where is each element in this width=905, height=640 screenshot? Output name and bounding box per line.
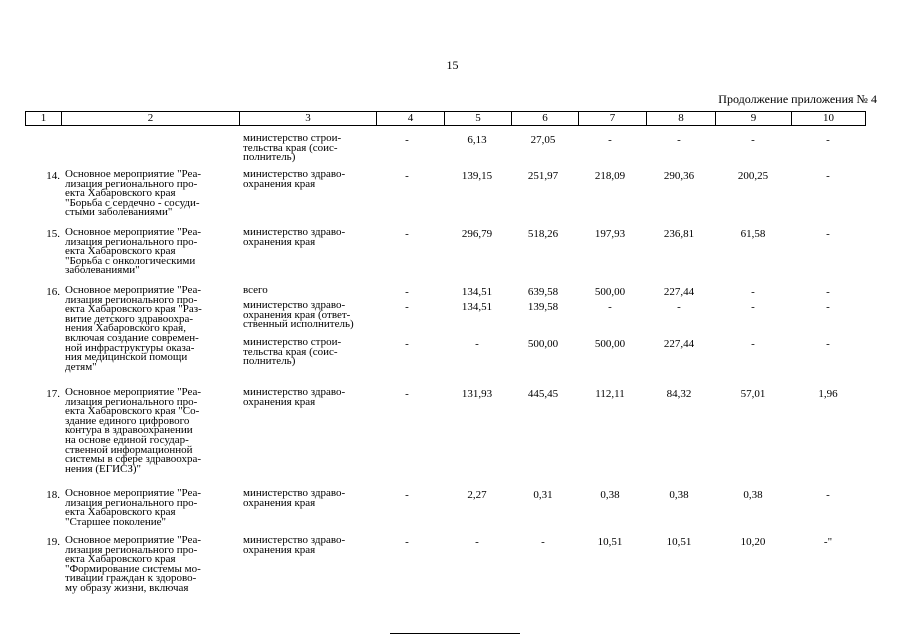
footer-divider xyxy=(390,633,520,634)
value-cell: - xyxy=(751,134,755,146)
activity-name: Основное мероприятие "Реа- лизация регионального про- екта Хабаровского края "Раз- витие детского здравоохра- нения Хабаровского края, включая создание современ- ной инфраструктуры оказа- ния медицинской помощи детям" xyxy=(65,284,202,373)
value-cell: 218,09 xyxy=(594,170,626,182)
value-cell: 27,05 xyxy=(530,134,556,146)
value-cell: 518,26 xyxy=(527,228,559,240)
value-cell: - xyxy=(405,489,409,501)
value-cell: - xyxy=(405,228,409,240)
value-cell: - xyxy=(826,489,830,501)
value-cell: - xyxy=(541,536,545,548)
header-col-2: 2 xyxy=(62,112,240,125)
value-cell: - xyxy=(475,338,479,350)
value-cell: 0,38 xyxy=(669,489,689,501)
value-cell: - xyxy=(826,338,830,350)
activity-name: Основное мероприятие "Реа- лизация регионального про- екта Хабаровского края "Борьба с онкологическими заболеваниями" xyxy=(65,226,202,277)
value-cell: - xyxy=(826,301,830,313)
value-cell: -" xyxy=(823,536,833,548)
value-cell: - xyxy=(826,134,830,146)
value-cell: 200,25 xyxy=(737,170,769,182)
header-col-4: 4 xyxy=(377,112,445,125)
value-cell: 84,32 xyxy=(666,388,692,400)
value-cell: 500,00 xyxy=(594,338,626,350)
value-cell: 197,93 xyxy=(594,228,626,240)
value-cell: - xyxy=(405,170,409,182)
value-cell: 445,45 xyxy=(527,388,559,400)
value-cell: - xyxy=(677,301,681,313)
value-cell: 227,44 xyxy=(663,286,695,298)
value-cell: - xyxy=(751,338,755,350)
responsible-cell: министерство строи- тельства края (соис- полнитель) xyxy=(243,132,342,164)
responsible-cell: министерство здраво- охранения края xyxy=(243,386,346,408)
value-cell: 2,27 xyxy=(467,489,487,501)
value-cell: 1,96 xyxy=(818,388,838,400)
continuation-label: Продолжение приложения № 4 xyxy=(718,92,877,106)
value-cell: - xyxy=(751,286,755,298)
responsible-cell: министерство здраво- охранения края xyxy=(243,168,346,190)
value-cell: 500,00 xyxy=(594,286,626,298)
table-header xyxy=(25,111,866,126)
value-cell: - xyxy=(826,170,830,182)
row-number: 15. xyxy=(46,228,60,240)
activity-name: Основное мероприятие "Реа- лизация регионального про- екта Хабаровского края "Формирование системы мо- тивации граждан к здорово- му образу жизни, включая xyxy=(65,534,202,594)
value-cell: 236,81 xyxy=(663,228,695,240)
value-cell: 0,38 xyxy=(743,489,763,501)
responsible-cell: всего xyxy=(243,284,268,296)
value-cell: 0,38 xyxy=(600,489,620,501)
value-cell: - xyxy=(608,134,612,146)
value-cell: - xyxy=(405,301,409,313)
row-number: 18. xyxy=(46,489,60,501)
value-cell: - xyxy=(405,286,409,298)
value-cell: 134,51 xyxy=(461,301,493,313)
header-col-8: 8 xyxy=(647,112,716,125)
value-cell: 290,36 xyxy=(663,170,695,182)
value-cell: - xyxy=(751,301,755,313)
header-col-5: 5 xyxy=(445,112,512,125)
value-cell: 251,97 xyxy=(527,170,559,182)
activity-name: Основное мероприятие "Реа- лизация регионального про- екта Хабаровского края "Со- здание единого цифрового контура в здравоохранении на основе единой государ- ственной информационной системы в сфере здравоохра- нения (ЕГИСЗ)" xyxy=(65,386,202,475)
activity-name: Основное мероприятие "Реа- лизация регионального про- екта Хабаровского края "Старшее поколение" xyxy=(65,487,202,528)
responsible-cell: министерство здраво- охранения края xyxy=(243,534,346,556)
header-col-6: 6 xyxy=(512,112,579,125)
value-cell: - xyxy=(826,228,830,240)
row-number: 17. xyxy=(46,388,60,400)
value-cell: - xyxy=(826,286,830,298)
responsible-cell: министерство здраво- охранения края (ответ- ственный исполнитель) xyxy=(243,299,354,331)
row-number: 19. xyxy=(46,536,60,548)
value-cell: - xyxy=(405,388,409,400)
value-cell: 500,00 xyxy=(527,338,559,350)
value-cell: - xyxy=(608,301,612,313)
value-cell: - xyxy=(405,536,409,548)
value-cell: 227,44 xyxy=(663,338,695,350)
value-cell: 10,51 xyxy=(597,536,623,548)
header-col-3: 3 xyxy=(240,112,377,125)
value-cell: - xyxy=(677,134,681,146)
header-col-9: 9 xyxy=(716,112,792,125)
page-number: 15 xyxy=(446,58,459,72)
row-number: 16. xyxy=(46,286,60,298)
responsible-cell: министерство здраво- охранения края xyxy=(243,226,346,248)
value-cell: - xyxy=(405,134,409,146)
responsible-cell: министерство здраво- охранения края xyxy=(243,487,346,509)
value-cell: 61,58 xyxy=(740,228,766,240)
value-cell: - xyxy=(475,536,479,548)
value-cell: 139,58 xyxy=(527,301,559,313)
value-cell: 134,51 xyxy=(461,286,493,298)
value-cell: 139,15 xyxy=(461,170,493,182)
header-col-1: 1 xyxy=(26,112,62,125)
value-cell: 0,31 xyxy=(533,489,553,501)
value-cell: 57,01 xyxy=(740,388,766,400)
value-cell: 10,20 xyxy=(740,536,766,548)
value-cell: 296,79 xyxy=(461,228,493,240)
responsible-cell: министерство строи- тельства края (соис- полнитель) xyxy=(243,336,342,368)
value-cell: 112,11 xyxy=(595,388,625,400)
value-cell: - xyxy=(405,338,409,350)
row-number: 14. xyxy=(46,170,60,182)
value-cell: 639,58 xyxy=(527,286,559,298)
value-cell: 10,51 xyxy=(666,536,692,548)
value-cell: 6,13 xyxy=(467,134,487,146)
header-col-10: 10 xyxy=(823,112,834,124)
value-cell: 131,93 xyxy=(461,388,493,400)
header-col-7: 7 xyxy=(579,112,647,125)
activity-name: Основное мероприятие "Реа- лизация регионального про- екта Хабаровского края "Борьба с сердечно - сосуди- стыми заболеваниями" xyxy=(65,168,202,219)
